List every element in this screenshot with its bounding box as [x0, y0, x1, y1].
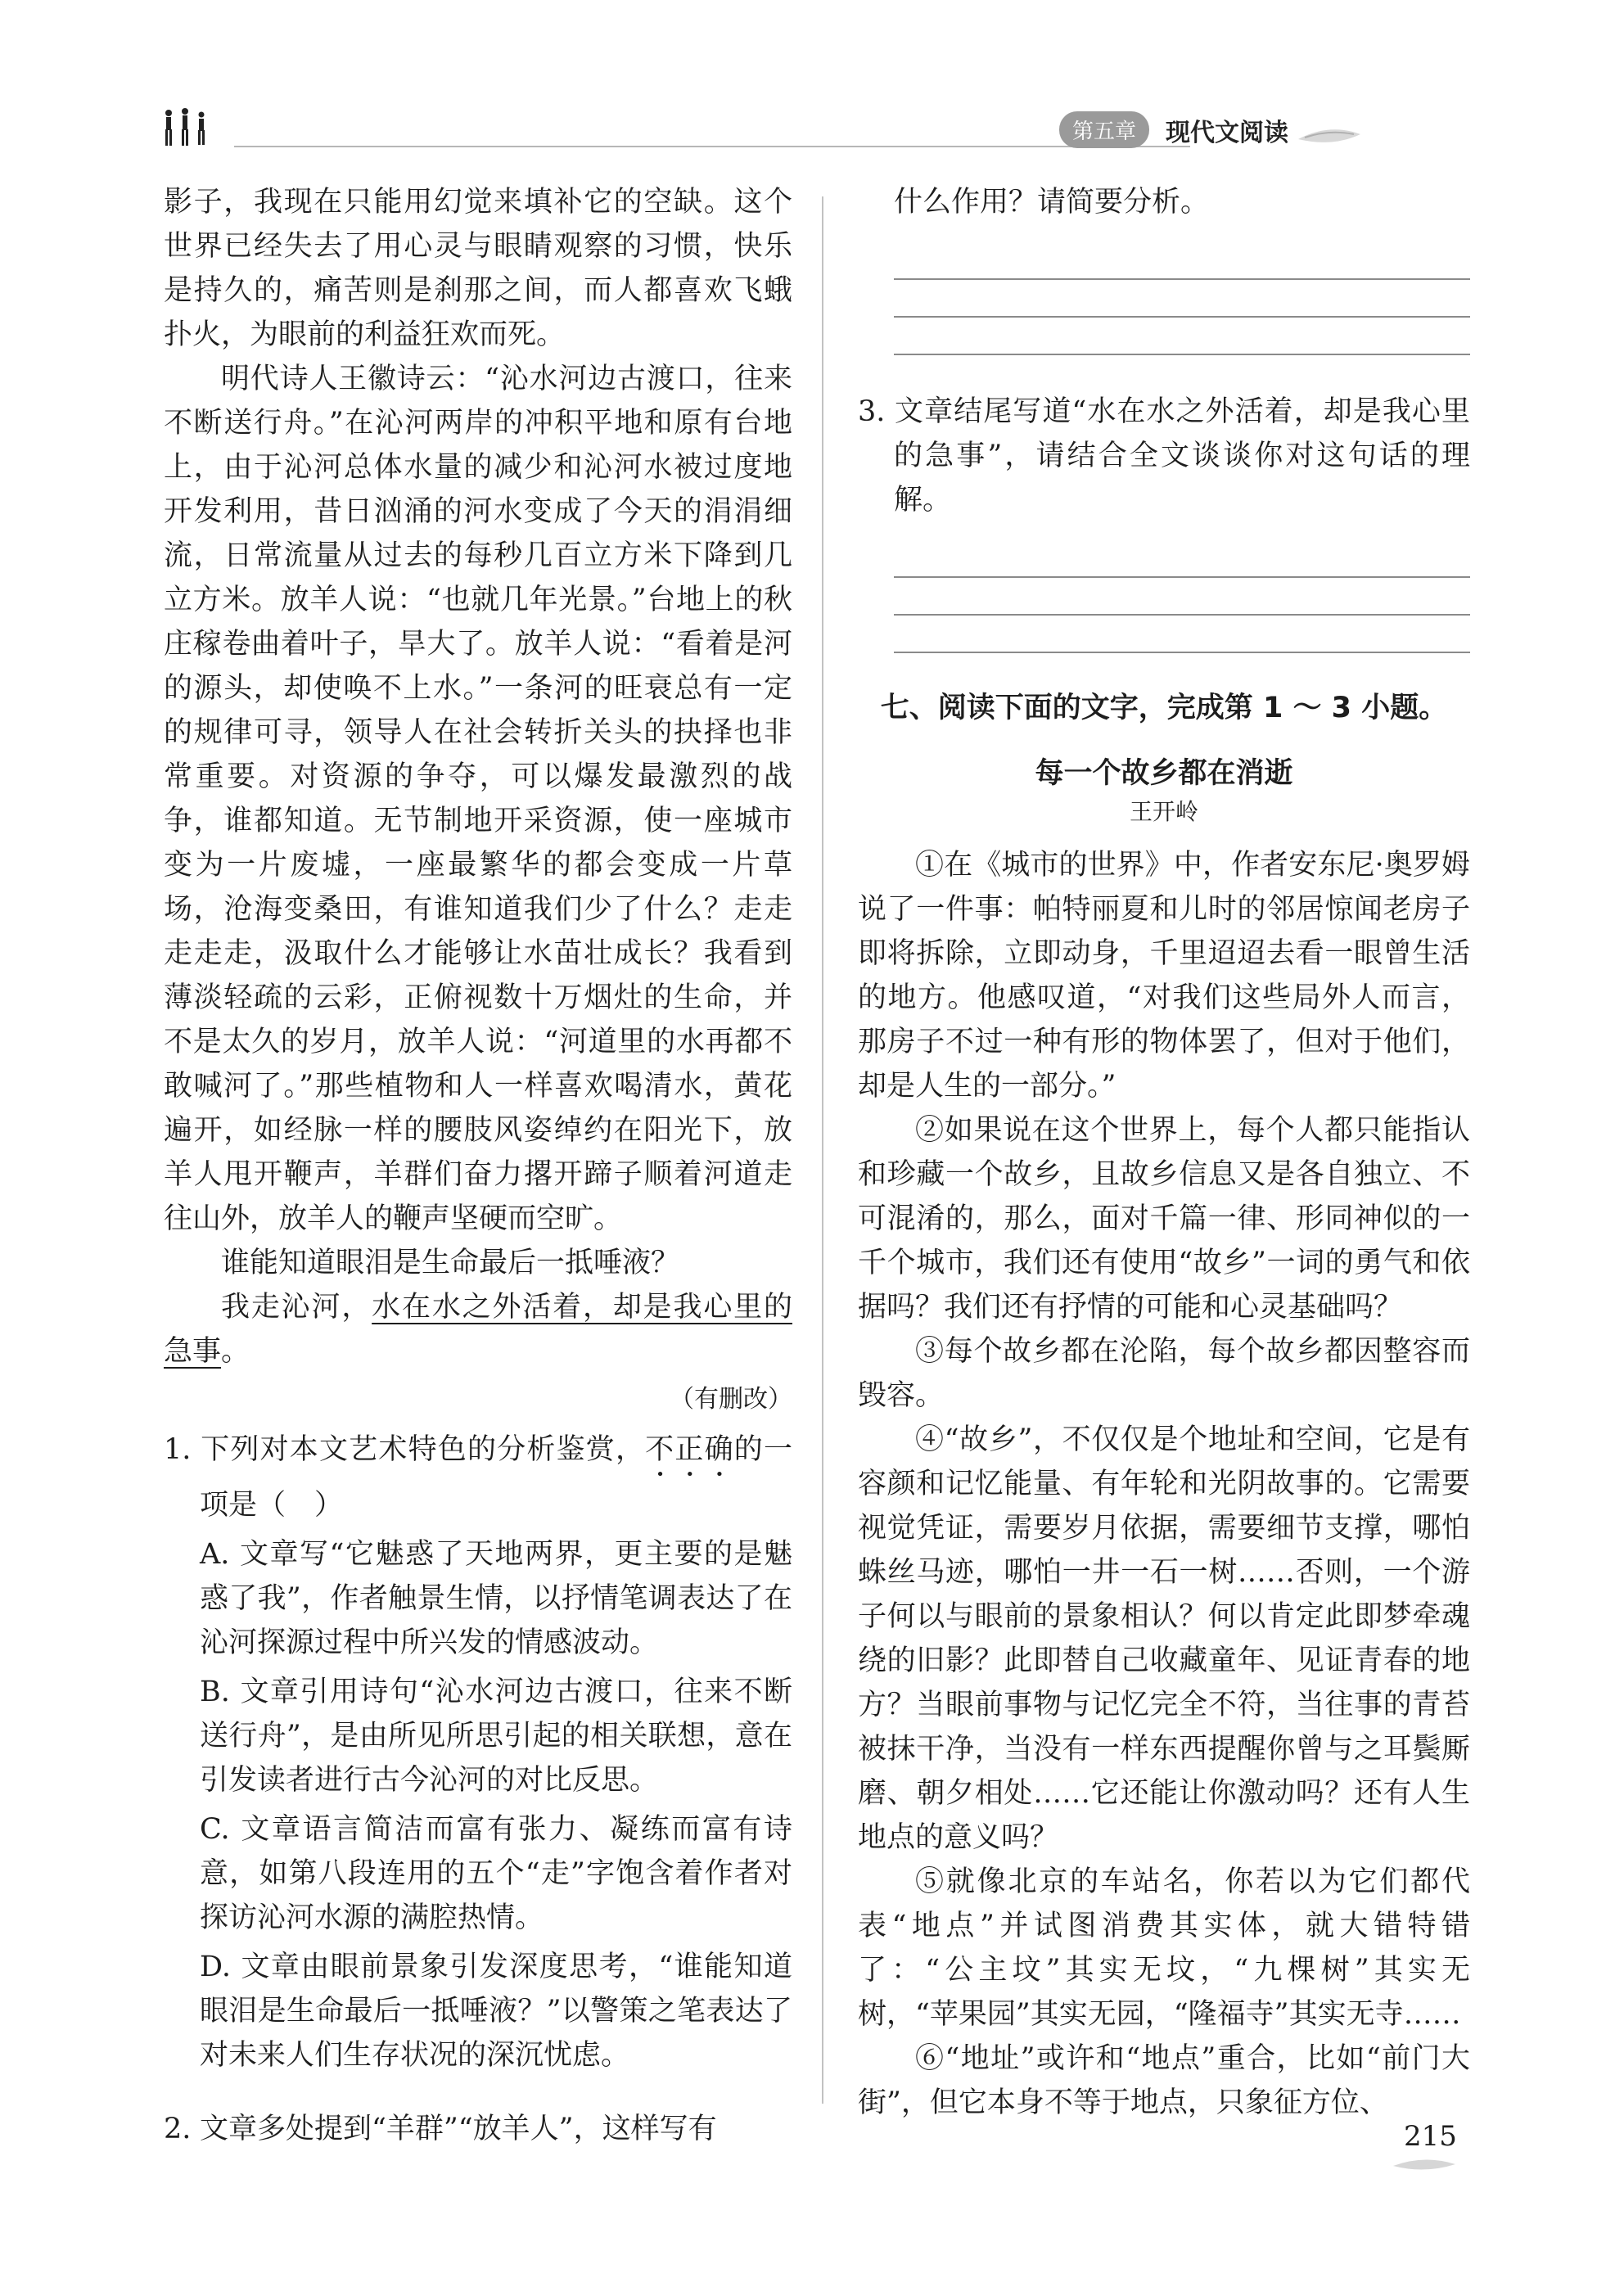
left-column	[164, 180, 792, 2151]
page-header	[160, 100, 1460, 165]
question-number: 2.	[164, 2113, 192, 2145]
essay-paragraph: ⑥“地址”或许和“地点”重合，比如“前门大街”，但它本身不等于地点，只象征方位、	[858, 2042, 1470, 2119]
question-1	[164, 1428, 792, 2077]
header-rule	[234, 146, 1190, 147]
option-a: A. 文章写“它魅惑了天地两界，更主要的是魅惑了我”，作者触景生情，以抒情笔调表达了在沁河探源过程中所兴发的情感波动。	[200, 1538, 792, 1659]
stem-text: 下列对本文艺术特色的分析鉴赏，	[200, 1433, 646, 1466]
essay-paragraph: ⑤就像北京的车站名，你若以为它们都代表“地点”并试图消费其实体，就大错特错了：“公主坟”其实无坟，“九棵树”其实无树，“苹果园”其实无园，“隆福寺”其实无寺……	[858, 1865, 1470, 2031]
answer-area-q3	[894, 540, 1470, 653]
stem-emphasis: 不正确	[645, 1433, 734, 1466]
leaf-ornament-icon	[1392, 2154, 1457, 2174]
closing-text: 我走沁河，	[221, 1291, 372, 1324]
answer-line[interactable]	[894, 280, 1470, 318]
essay-author: 王开岭	[1129, 798, 1198, 825]
option-d: D. 文章由眼前景象引发深度思考，“谁能知道眼泪是生命最后一抵唾液？”以警策之笔表达了对未来人们生存状况的深沉忧虑。	[200, 1951, 792, 2072]
answer-area-q2	[894, 242, 1470, 355]
essay-paragraph: 谁能知道眼泪是生命最后一抵唾液？	[221, 1247, 680, 1279]
essay-paragraph: ④“故乡”，不仅仅是个地址和空间，它是有容颜和记忆能量、有年轮和光阴故事的。它需要视觉凭证，需要岁月依据，需要细节支撑，哪怕蛛丝马迹，哪怕一井一石一树……否则，一个游子何以与眼前的景象相认？何以肯定此即梦牵魂绕的旧影？此即替自己收藏童年、见证青春的地方？当眼前事物与记忆完全不符，当往事的青苔被抹干净，当没有一样东西提醒你曾与之耳鬓厮磨、朝夕相处……它还能让你激动吗？还有人生地点的意义吗？	[858, 1423, 1470, 1854]
option-c: C. 文章语言简洁而富有张力、凝练而富有诗意，如第八段连用的五个“走”字饱含着作者对探访沁河水源的满腔热情。	[200, 1813, 792, 1934]
essay-paragraph: ①在《城市的世界》中，作者安东尼·奥罗姆说了一件事：帕特丽夏和儿时的邻居惊闻老房子即将拆除，立即动身，千里迢迢去看一眼曾生活的地方。他感叹道，“对我们这些局外人而言，那房子不过一种有形的物体罢了，但对于他们，却是人生的一部分。”	[858, 849, 1470, 1103]
answer-line[interactable]	[894, 242, 1470, 280]
question-2-stem	[164, 2107, 792, 2151]
answer-line[interactable]	[894, 578, 1470, 616]
chapter-title: 现代文阅读	[1166, 118, 1288, 147]
essay-paragraph: 影子，我现在只能用幻觉来填补它的空缺。这个世界已经失去了用心灵与眼睛观察的习惯，快乐是持久的，痛苦则是刹那之间，而人都喜欢飞蛾扑火，为眼前的利益狂欢而死。	[164, 186, 792, 351]
essay-closing-paragraph	[164, 1285, 792, 1374]
section-heading: 七、阅读下面的文字，完成第 1 ～ 3 小题。	[880, 692, 1448, 724]
source-note: （有删改）	[670, 1385, 792, 1414]
question-2-continued: 什么作用？请简要分析。	[894, 186, 1210, 219]
essay-paragraph: 明代诗人王徽诗云：“沁水河边古渡口，往来不断送行舟。”在沁河两岸的冲积平地和原有台地上，由于沁河总体水量的减少和沁河水被过度地开发利用，昔日汹涌的河水变成了今天的涓涓细流，日常流量从过去的每秒几百立方米下降到几立方米。放羊人说：“也就几年光景。”台地上的秋庄稼卷曲着叶子，旱大了。放羊人说：“看着是河的源头，却使唤不上水。”一条河的旺衰总有一定的规律可寻，领导人在社会转折关头的抉择也非常重要。对资源的争夺，可以爆发最激烈的战争，谁都知道。无节制地开采资源，使一座城市变为一片废墟，一座最繁华的都会变成一片草场，沧海变桑田，有谁知道我们少了什么？走走走走走，汲取什么才能够让水苗壮成长？我看到薄淡轻疏的云彩，正俯视数十万烟灶的生命，并不是太久的岁月，放羊人说：“河道里的水再都不敢喊河了。”那些植物和人一样喜欢喝清水，黄花遍开，如经脉一样的腰肢风姿绰约在阳光下，放羊人甩开鞭声，羊群们奋力撂开蹄子顺着河道走往山外，放羊人的鞭声坚硬而空旷。	[164, 363, 792, 1235]
chapter-badge: 第五章	[1059, 111, 1149, 148]
walking-figures-icon	[160, 106, 218, 149]
essay-paragraph: ③每个故乡都在沦陷，每个故乡都因整容而毁容。	[858, 1335, 1470, 1412]
closing-punctuation: 。	[221, 1335, 250, 1368]
option-b: B. 文章引用诗句“沁水河边古渡口，往来不断送行舟”，是由所见所思引起的相关联想，意在引发读者进行古今沁河的对比反思。	[200, 1676, 792, 1797]
question-2	[164, 2107, 792, 2151]
underlined-sentence: 水在水之外活着，却是我心里的急事	[164, 1291, 792, 1368]
answer-line[interactable]	[894, 540, 1470, 578]
essay-paragraph: ②如果说在这个世界上，每个人都只能指认和珍藏一个故乡，且故乡信息又是各自独立、不可混淆的，那么，面对千篇一律、形同神似的一千个城市，我们还有使用“故乡”一词的勇气和依据吗？我们还有抒情的可能和心灵基础吗？	[858, 1114, 1470, 1324]
question-number: 3.	[858, 395, 886, 428]
right-column	[858, 180, 1470, 2125]
stem-text: 文章结尾写道“水在水之外活着，却是我心里的急事”，请结合全文谈谈你对这句话的理解。	[894, 395, 1470, 516]
question-3-stem	[858, 390, 1470, 522]
stem-text: 文章多处提到“羊群”“放羊人”，这样写有	[200, 2113, 717, 2145]
answer-line[interactable]	[894, 616, 1470, 653]
question-3	[858, 390, 1470, 522]
leaf-ornament-icon	[1297, 115, 1362, 147]
page-number: 215	[1404, 2120, 1457, 2153]
question-number: 1.	[164, 1433, 192, 1466]
chapter-label	[1059, 111, 1288, 148]
answer-line[interactable]	[894, 318, 1470, 355]
stem-text: 的一项是（ ）	[200, 1433, 792, 1522]
column-divider	[822, 196, 823, 2104]
question-1-stem	[164, 1428, 792, 1527]
essay-title: 每一个故乡都在消逝	[1035, 757, 1293, 790]
